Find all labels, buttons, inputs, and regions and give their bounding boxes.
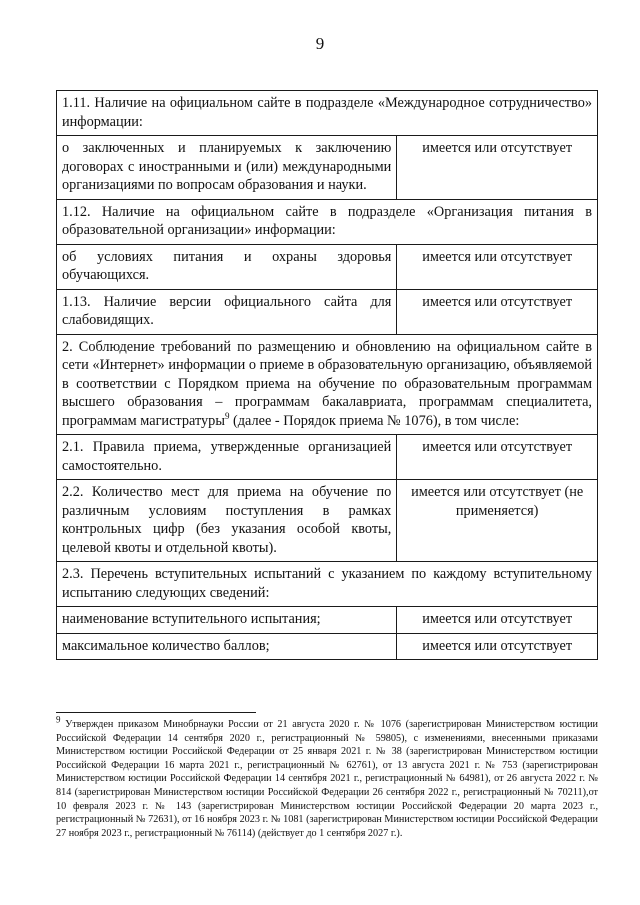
footnote-text: Утвержден приказом Минобрнауки России от 21 августа 2020 г. № 1076 (зарегистрирован Министерством юстиции Российской Федерации 14 сентября 2020 г., регистрационный № 59805), с изменениями, внесенными приказами Министерством юстиции Российской Федерации от 25 января 2021 г. № 38 (зарегистрирован Министерством юстиции Российской Федерации 16 марта 2021 г., регистрационный № 62761), от 13 августа 2021 г. № 753 (зарегистрирован Министерством юстиции Российской Федерации 14 сентября 2021 г., регистрационный № 64981), от 26 августа 2022 г. № 814 (зарегистрирован Министерством юстиции Российской Федерации 26 сентября 2022 г., регистрационный № 70211),от 10 февраля 2023 г. № 143 (зарегистрирован Министерством юстиции Российской Федерации 20 марта 2023 г., регистрационный № 72631), от 16 ноября 2023 г. № 1081 (зарегистрирован Министерством юстиции Российской Федерации 27 ноября 2023 г., регистрационный № 76114) (действует до 1 сентября 2027 г.).: [56, 719, 598, 839]
criteria-table: [56, 90, 598, 660]
section-heading-2-tail: (далее - Порядок приема № 1076), в том числе:: [229, 412, 520, 429]
criterion-text: 2.2. Количество мест для приема на обучение по различным условиям поступления в рамках контрольных цифр (без указания особой квоты, целевой квоты и отдельной квоты).: [57, 480, 397, 562]
footnote: [56, 714, 598, 840]
criterion-status: имеется или отсутствует: [397, 244, 598, 289]
criterion-status: имеется или отсутствует: [397, 633, 598, 660]
criterion-status: имеется или отсутствует: [397, 435, 598, 480]
criterion-text: об условиях питания и охраны здоровья обучающихся.: [57, 244, 397, 289]
table-row: [57, 480, 598, 562]
table-row: [57, 334, 598, 435]
section-heading-2-text: 2. Соблюдение требований по размещению и обновлению на официальном сайте в сети «Интернет» информации о приеме в образовательную организацию, объявляемой в соответствии с Порядком приема на обучение по образовательным программам высшего образования – программам бакалавриата, программам специалитета, программам магистратуры: [62, 338, 592, 429]
section-heading-1-11: 1.11. Наличие на официальном сайте в подразделе «Международное сотрудничество» информации:: [57, 91, 598, 136]
table-row: [57, 607, 598, 634]
table-row: [57, 199, 598, 244]
table-row: [57, 244, 598, 289]
section-heading-2: [57, 334, 598, 435]
criterion-text: 1.13. Наличие версии официального сайта для слабовидящих.: [57, 289, 397, 334]
criterion-status: имеется или отсутствует (не применяется): [397, 480, 598, 562]
section-heading-2-3: 2.3. Перечень вступительных испытаний с указанием по каждому вступительному испытанию следующих сведений:: [57, 562, 598, 607]
footnote-divider: [56, 712, 256, 713]
criterion-text: о заключенных и планируемых к заключению договорах с иностранными и (или) международными организациями по вопросам образования и науки.: [57, 136, 397, 200]
page-number: 9: [315, 34, 325, 53]
table-row: [57, 435, 598, 480]
criterion-text: максимальное количество баллов;: [57, 633, 397, 660]
criterion-status: имеется или отсутствует: [397, 289, 598, 334]
footnote-reference: 9: [224, 410, 230, 421]
criterion-status: имеется или отсутствует: [397, 136, 598, 200]
section-heading-1-12: 1.12. Наличие на официальном сайте в подразделе «Организация питания в образовательной организации» информации:: [57, 199, 598, 244]
table-row: [57, 289, 598, 334]
footnote-marker: 9: [56, 714, 61, 725]
table-row: [57, 91, 598, 136]
criterion-status: имеется или отсутствует: [397, 607, 598, 634]
table-row: [57, 562, 598, 607]
criterion-text: 2.1. Правила приема, утвержденные организацией самостоятельно.: [57, 435, 397, 480]
table-row: [57, 136, 598, 200]
table-row: [57, 633, 598, 660]
criterion-text: наименование вступительного испытания;: [57, 607, 397, 634]
